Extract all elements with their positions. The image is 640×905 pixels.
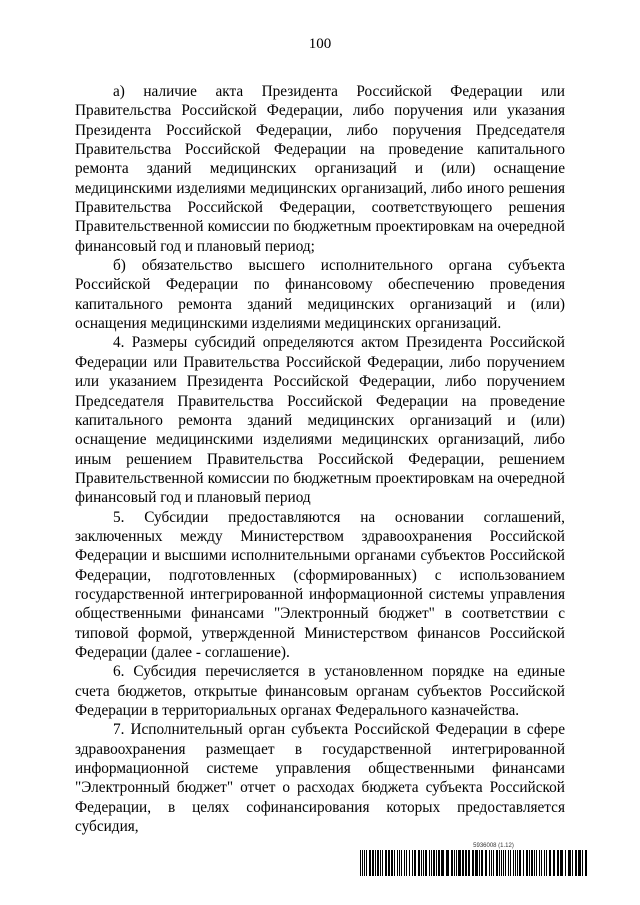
barcode-bar (546, 850, 547, 876)
barcode-bar (397, 850, 398, 876)
paragraph-a: а) наличие акта Президента Российской Федерации или Правительства Российской Федерации, либо поручения или указания Президента Российской Федерации, либо поручения Председателя Правительства Российской Федерации на проведение капитального ремонта зданий медицинских организаций и (или) оснащение медицинскими изделиями медицинских организаций, либо иного решения Правительства Российской Федерации, соответствующего решения Правительственной комиссии по бюджетным проектировкам на очередной финансовый год и плановый период; (75, 83, 565, 255)
barcode-bar (481, 850, 483, 876)
barcode-bar (468, 850, 470, 876)
barcode-code: 5936008 (1.12) (473, 843, 514, 849)
barcode-bar (454, 850, 455, 876)
barcode-bar (557, 850, 559, 876)
barcode-bar (451, 850, 453, 876)
barcode-bar (446, 850, 449, 876)
barcode-bar (517, 850, 518, 876)
paragraph-4: 4. Размеры субсидий определяются актом Президента Российской Федерации или Правительства Российской Федерации, либо поручением или указанием Президента Российской Федерации, либо поручением Председателя Правительства Российской Федерации на проведение капитального ремонта зданий медицинских организаций и (или) оснащение медицинскими изделиями медицинских организаций, либо иным решением Правительства Российской Федерации, решением Правительственной комиссии по бюджетным проектировкам на очередной финансовый год и плановый период (75, 334, 565, 507)
barcode-bar (536, 850, 537, 876)
barcode-bar (456, 850, 457, 876)
barcode-bar (526, 850, 528, 876)
barcode-bar (501, 850, 502, 876)
barcode-icon (360, 850, 587, 876)
barcode-bar (414, 850, 416, 876)
barcode-bar (369, 850, 371, 876)
barcode-bar (429, 850, 430, 876)
barcode-bar (479, 850, 480, 876)
barcode-bar (372, 850, 374, 876)
barcode-bar (475, 850, 478, 876)
barcode-bar (382, 850, 383, 876)
barcode-bar (505, 850, 506, 876)
barcode-bar (441, 850, 444, 876)
paragraph-5: 5. Субсидии предоставляются на основании соглашений, заключенных между Министерством здравоохранения Российской Федерации и высшими исполнительными органами субъектов Российской Федерации, подготовленных (сформированных) с использованием государственной интегрированной информационной системы управления общественными финансами "Электронный бюджет" в соответствии с типовой формой, утвержденной Министерством финансов Российской Федерации (далее - соглашение). (75, 508, 565, 661)
barcode-bar (585, 850, 587, 876)
barcode-bar (431, 850, 432, 876)
barcode-bar (404, 850, 405, 876)
document-body (75, 82, 565, 836)
barcode-bar (503, 850, 504, 876)
barcode-bar (531, 850, 533, 876)
barcode-bar (458, 850, 461, 876)
barcode-bar (489, 850, 490, 876)
barcode-bar (508, 850, 509, 876)
barcode-bar (418, 850, 420, 876)
barcode-bar (465, 850, 467, 876)
barcode-bar (541, 850, 542, 876)
barcode-bar (425, 850, 427, 876)
barcode-bar (391, 850, 393, 876)
paragraph-7: 7. Исполнительный орган субъекта Российской Федерации в сфере здравоохранения размещает в государственной интегрированной информационной системе управления общественными финансами "Электронный бюджет" отчет о расходах бюджета субъекта Российской Федерации, в целях софинансирования которых предоставляется субсидия, (75, 721, 565, 836)
barcode-bar (362, 850, 363, 876)
barcode-bar (438, 850, 440, 876)
barcode-bar (529, 850, 530, 876)
paragraph-b: б) обязательство высшего исполнительного органа субъекта Российской Федерации по финансовому обеспечению проведения капитального ремонта зданий медицинских организаций и (или) оснащения медицинскими изделиями медицинских организаций. (75, 257, 565, 333)
barcode-bar (553, 850, 555, 876)
barcode-bar (409, 850, 410, 876)
barcode-bar (401, 850, 402, 876)
barcode-bar (364, 850, 365, 876)
barcode-bar (572, 850, 573, 876)
barcode-bar (388, 850, 390, 876)
barcode-bar (519, 850, 521, 876)
barcode-bar (423, 850, 424, 876)
barcode-bar (496, 850, 498, 876)
barcode-bar (582, 850, 583, 876)
barcode-bar (394, 850, 395, 876)
barcode-bar (380, 850, 381, 876)
barcode-bar (539, 850, 540, 876)
barcode-bar (560, 850, 563, 876)
barcode-bar (375, 850, 376, 876)
barcode-bar (360, 850, 361, 876)
barcode-bar (544, 850, 545, 876)
barcode-bar (515, 850, 516, 876)
paragraph-6: 6. Субсидия перечисляется в установленном порядке на единые счета бюджетов, открытые финансовым органам субъектов Российской Федерации в территориальных органах Федерального казначейства. (75, 663, 565, 719)
barcode-bar (534, 850, 535, 876)
barcode-bar (523, 850, 524, 876)
barcode-bar (412, 850, 413, 876)
barcode-bar (421, 850, 422, 876)
barcode-bar (513, 850, 514, 876)
page-number: 100 (308, 36, 332, 52)
barcode-bar (366, 850, 367, 876)
barcode-bar (549, 850, 551, 876)
barcode-bar (436, 850, 437, 876)
barcode-bar (493, 850, 494, 876)
barcode-bar (485, 850, 487, 876)
barcode-bar (499, 850, 500, 876)
barcode-bar (578, 850, 581, 876)
barcode-bar (377, 850, 379, 876)
barcode-bar (433, 850, 435, 876)
barcode-block (360, 842, 587, 876)
barcode-bar (510, 850, 511, 876)
barcode-bar (568, 850, 571, 876)
barcode-bar (385, 850, 387, 876)
barcode-bar (462, 850, 464, 876)
barcode-bar (575, 850, 577, 876)
barcode-bar (565, 850, 566, 876)
barcode-bar (472, 850, 474, 876)
barcode-bar (491, 850, 492, 876)
barcode-bar (399, 850, 400, 876)
barcode-bar (406, 850, 407, 876)
